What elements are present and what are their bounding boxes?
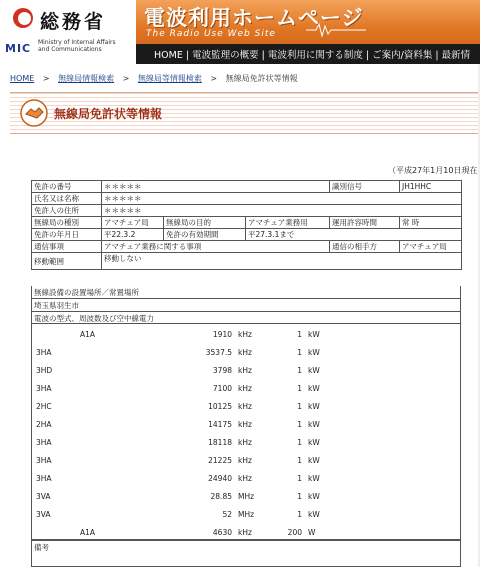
emission-power-unit: kW [308, 330, 320, 339]
ministry-en-line-1: Ministry of Internal Affairs [38, 39, 116, 46]
emission-frequency-unit: kHz [238, 528, 252, 537]
emission-class: A1A [80, 528, 96, 537]
emission-row [32, 438, 462, 450]
label-hours: 運用許容時間 [330, 217, 400, 229]
emission-frequency: 3798 [212, 366, 232, 375]
label-range: 移動範囲 [32, 253, 102, 270]
movement-range: 移動しない [102, 253, 462, 270]
label-expiry: 免許の有効期間 [164, 229, 246, 241]
emission-row [32, 492, 462, 504]
breadcrumb-current: 無線局免許状等情報 [225, 74, 298, 83]
emission-power: 200 [287, 528, 302, 537]
emission-power: 1 [297, 438, 302, 447]
ministry-name: 総務省 [40, 11, 107, 33]
table-row [32, 217, 462, 229]
emission-power-unit: kW [308, 510, 320, 519]
label-date: 免許の年月日 [32, 229, 102, 241]
remarks-label: 備考 [34, 543, 49, 552]
label-license-no: 免許の番号 [32, 181, 102, 193]
license-table [31, 180, 462, 270]
emission-row [32, 456, 462, 468]
emission-class: 3VA [36, 492, 51, 501]
licensee-address: ＊＊＊＊＊ [102, 205, 462, 217]
emission-power-unit: kW [308, 420, 320, 429]
page-title: 無線局免許状等情報 [54, 107, 163, 121]
emission-frequency: 24940 [208, 474, 232, 483]
emission-frequency: 28.85 [210, 492, 232, 501]
nav-guide[interactable]: ご案内/資料集 [372, 50, 433, 61]
ministry-logo[interactable] [0, 0, 150, 64]
location-value: 埼玉県羽生市 [31, 299, 461, 312]
label-peer: 通信の相手方 [330, 241, 400, 253]
emission-power: 1 [297, 492, 302, 501]
emission-class: 3HA [36, 474, 52, 483]
location-label: 無線設備の設置場所／常置場所 [31, 286, 461, 299]
emission-class: 3HA [36, 348, 52, 357]
emission-class: 2HA [36, 420, 52, 429]
station-type: アマチュア局 [102, 217, 164, 229]
emission-power-unit: kW [308, 456, 320, 465]
emission-class: 3HA [36, 384, 52, 393]
emission-list [31, 324, 461, 540]
license-no: ＊＊＊＊＊ [102, 181, 330, 193]
emission-frequency-unit: kHz [238, 438, 252, 447]
ministry-english-name [38, 39, 116, 53]
global-nav: HOME | 電波監理の概要 | 電波利用に関する制度 | ご案内/資料集 | 最新情 [136, 44, 480, 64]
emission-class: 3HA [36, 438, 52, 447]
table-row [32, 193, 462, 205]
label-purpose: 無線局の目的 [164, 217, 246, 229]
emission-power-unit: kW [308, 348, 320, 357]
emission-power-unit: W [308, 528, 316, 537]
emission-row [32, 420, 462, 432]
emission-frequency: 14175 [208, 420, 232, 429]
emission-frequency-unit: kHz [238, 366, 252, 375]
operating-hours: 常 時 [400, 217, 462, 229]
license-date: 平22.3.2 [102, 229, 164, 241]
emission-frequency: 1910 [212, 330, 232, 339]
breadcrumb-home[interactable]: HOME [10, 74, 35, 83]
emission-power: 1 [297, 420, 302, 429]
site-subtitle: The Radio Use Web Site [146, 29, 276, 39]
emission-row [32, 348, 462, 360]
emission-power: 1 [297, 456, 302, 465]
radio-wave-icon [306, 22, 366, 38]
table-row [32, 181, 462, 193]
nav-system[interactable]: 電波利用に関する制度 [267, 50, 363, 61]
emission-frequency: 4630 [212, 528, 232, 537]
emission-power-unit: kW [308, 492, 320, 501]
purpose: アマチュア業務用 [246, 217, 330, 229]
emission-label: 電波の型式、周波数及び空中線電力 [31, 312, 461, 324]
table-row [32, 253, 462, 270]
emission-power: 1 [297, 402, 302, 411]
emission-power: 1 [297, 330, 302, 339]
emission-frequency: 3537.5 [205, 348, 232, 357]
emission-frequency-unit: MHz [238, 492, 255, 501]
site-title[interactable]: 電波利用ホームページ [144, 6, 364, 30]
site-header [0, 0, 480, 64]
label-comm: 通信事項 [32, 241, 102, 253]
licensee-name: ＊＊＊＊＊ [102, 193, 462, 205]
emission-power: 1 [297, 510, 302, 519]
emission-frequency: 52 [222, 510, 232, 519]
ministry-abbr: MIC [5, 42, 32, 55]
emission-row [32, 384, 462, 396]
label-callsign: 識別信号 [330, 181, 400, 193]
label-station-type: 無線局の種別 [32, 217, 102, 229]
emission-power-unit: kW [308, 474, 320, 483]
page-title-bar [10, 92, 480, 134]
table-row [32, 205, 462, 217]
as-of-date: （平成27年1月10日現在 [388, 166, 478, 175]
emission-frequency-unit: kHz [238, 330, 252, 339]
comm-matters: アマチュア業務に関する事項 [102, 241, 330, 253]
label-name: 氏名又は名称 [32, 193, 102, 205]
emission-power-unit: kW [308, 438, 320, 447]
breadcrumb: HOME > 無線局情報検索 > 無線局等情報検索 > 無線局免許状等情報 [10, 74, 298, 83]
emission-frequency-unit: kHz [238, 384, 252, 393]
emission-class: A1A [80, 330, 96, 339]
emission-class: 3HA [36, 456, 52, 465]
emission-row [32, 474, 462, 486]
emission-class: 3HD [36, 366, 53, 375]
ministry-en-line-2: and Communications [38, 46, 102, 53]
emission-power: 1 [297, 474, 302, 483]
emission-row [32, 510, 462, 522]
nav-latest[interactable]: 最新情 [441, 50, 471, 61]
emission-frequency-unit: kHz [238, 348, 252, 357]
emission-class: 2HC [36, 402, 52, 411]
table-row [32, 241, 462, 253]
nav-home[interactable]: HOME [154, 50, 183, 61]
remarks-field [31, 540, 461, 567]
emission-frequency: 21225 [208, 456, 232, 465]
ministry-logo-mark-icon [13, 8, 33, 28]
nav-overview[interactable]: 電波監理の概要 [192, 50, 259, 61]
emission-row [32, 528, 462, 540]
emission-frequency-unit: kHz [238, 402, 252, 411]
comm-peer: アマチュア局 [400, 241, 462, 253]
callsign: JH1HHC [400, 181, 462, 193]
emission-class: 3VA [36, 510, 51, 519]
emission-power: 1 [297, 384, 302, 393]
license-expiry: 平27.3.1まで [246, 229, 462, 241]
emission-power-unit: kW [308, 366, 320, 375]
emission-frequency: 7100 [212, 384, 232, 393]
emission-power-unit: kW [308, 384, 320, 393]
handshake-icon [20, 99, 48, 127]
breadcrumb-station-info-search[interactable]: 無線局等情報検索 [137, 74, 202, 83]
emission-power: 1 [297, 348, 302, 357]
emission-row [32, 366, 462, 378]
table-row [32, 229, 462, 241]
label-address: 免許人の住所 [32, 205, 102, 217]
emission-frequency: 18118 [208, 438, 232, 447]
emission-frequency-unit: kHz [238, 474, 252, 483]
breadcrumb-station-search[interactable]: 無線局情報検索 [58, 74, 115, 83]
emission-frequency-unit: kHz [238, 420, 252, 429]
emission-power-unit: kW [308, 402, 320, 411]
emission-row [32, 402, 462, 414]
emission-frequency-unit: kHz [238, 456, 252, 465]
emission-frequency-unit: MHz [238, 510, 255, 519]
emission-power: 1 [297, 366, 302, 375]
emission-frequency: 10125 [208, 402, 232, 411]
emission-row [32, 330, 462, 342]
